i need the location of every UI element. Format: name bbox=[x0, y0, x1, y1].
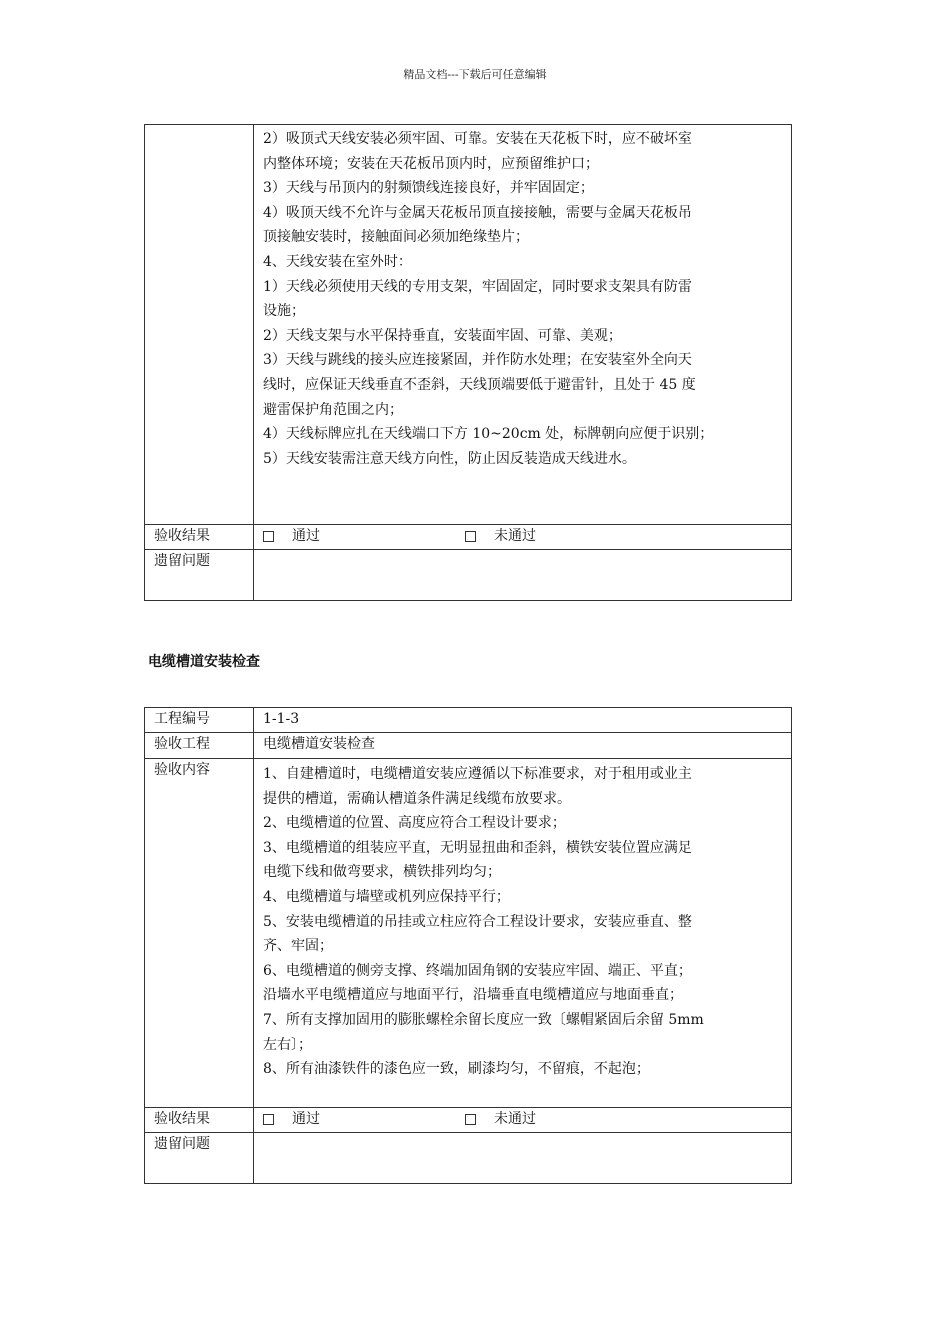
content-row bbox=[145, 759, 792, 1108]
content-line: 3）天线与吊顶内的射频馈线连接良好，并牢固固定； bbox=[263, 180, 594, 197]
antenna-inspection-table bbox=[144, 124, 792, 601]
section-title: 电缆槽道安装检查 bbox=[148, 654, 260, 670]
fail-label: 未通过 bbox=[494, 528, 536, 544]
content-line: 8、所有油漆铁件的漆色应一致，刷漆均匀，不留痕，不起泡； bbox=[263, 1061, 650, 1078]
content-line: 2）天线支架与水平保持垂直，安装面牢固、可靠、美观； bbox=[263, 327, 622, 344]
content-line: 内整体环境；安装在天花板吊顶内时，应预留维护口； bbox=[263, 155, 599, 172]
content-line: 齐、牢固； bbox=[263, 938, 333, 955]
remaining-label: 遗留问题 bbox=[145, 550, 254, 601]
content-line: 2）吸顶式天线安装必须牢固、可靠。安装在天花板下时，应不破坏室 bbox=[263, 131, 692, 147]
content-line: 顶接触安装时，接触面间必须加绝缘垫片； bbox=[263, 229, 529, 246]
project-label: 验收工程 bbox=[145, 733, 254, 759]
pass-label: 通过 bbox=[292, 1111, 320, 1127]
content-cell bbox=[254, 125, 792, 525]
pass-label: 通过 bbox=[292, 528, 320, 544]
fail-checkbox[interactable] bbox=[465, 1114, 476, 1125]
result-options bbox=[254, 525, 792, 550]
result-row bbox=[145, 1108, 792, 1133]
project-no-value: 1-1-3 bbox=[254, 708, 792, 733]
result-label: 验收结果 bbox=[145, 525, 254, 550]
content-line: 2、电缆槽道的位置、高度应符合工程设计要求； bbox=[263, 815, 566, 832]
content-line: 5、安装电缆槽道的吊挂或立柱应符合工程设计要求，安装应垂直、整 bbox=[263, 913, 692, 930]
fail-checkbox[interactable] bbox=[465, 531, 476, 542]
content-line: 提供的槽道，需确认槽道条件满足线缆布放要求。 bbox=[263, 790, 571, 807]
project-value: 电缆槽道安装检查 bbox=[254, 733, 792, 759]
fail-option[interactable] bbox=[465, 1108, 536, 1130]
content-line: 1）天线必须使用天线的专用支架，牢固固定，同时要求支架具有防雷 bbox=[263, 278, 692, 295]
project-no-label: 工程编号 bbox=[145, 708, 254, 733]
content-line: 电缆下线和做弯要求，横铁排列均匀； bbox=[263, 864, 501, 881]
content-line: 5）天线安装需注意天线方向性，防止因反装造成天线进水。 bbox=[263, 450, 636, 467]
content-line: 1、自建槽道时，电缆槽道安装应遵循以下标准要求，对于租用或业主 bbox=[263, 766, 692, 782]
remaining-label: 遗留问题 bbox=[145, 1133, 254, 1184]
project-no-row bbox=[145, 708, 792, 733]
remaining-row bbox=[145, 550, 792, 601]
content-line: 6、电缆槽道的侧旁支撑、终端加固角钢的安装应牢固、端正、平直； bbox=[263, 962, 692, 979]
content-label: 验收内容 bbox=[145, 759, 254, 1108]
content-line: 沿墙水平电缆槽道应与地面平行，沿墙垂直电缆槽道应与地面垂直； bbox=[263, 987, 683, 1004]
pass-option[interactable] bbox=[263, 525, 320, 547]
remaining-value bbox=[254, 1133, 792, 1184]
content-line: 4、电缆槽道与墙壁或机列应保持平行； bbox=[263, 888, 510, 905]
page-header: 精品文档---下载后可任意编辑 bbox=[403, 68, 547, 81]
result-row bbox=[145, 525, 792, 550]
result-options bbox=[254, 1108, 792, 1133]
pass-option[interactable] bbox=[263, 1108, 320, 1130]
content-label-cell bbox=[145, 125, 254, 525]
cable-tray-inspection-table bbox=[144, 707, 792, 1184]
content-line: 4）天线标牌应扎在天线端口下方 10~20cm 处，标牌朝向应便于识别； bbox=[263, 426, 714, 443]
remaining-row bbox=[145, 1133, 792, 1184]
content-line: 设施； bbox=[263, 303, 305, 320]
content-cell bbox=[254, 759, 792, 1108]
pass-checkbox[interactable] bbox=[263, 1114, 274, 1125]
result-label: 验收结果 bbox=[145, 1108, 254, 1133]
content-line: 左右〕； bbox=[263, 1036, 312, 1053]
pass-checkbox[interactable] bbox=[263, 531, 274, 542]
content-line: 线时，应保证天线垂直不歪斜，天线顶端要低于避雷针，且处于 45 度 bbox=[263, 376, 696, 393]
content-line: 避雷保护角范围之内； bbox=[263, 401, 403, 418]
content-line: 7、所有支撑加固用的膨胀螺栓余留长度应一致〔螺帽紧固后余留 5mm bbox=[263, 1011, 704, 1028]
content-line: 3、电缆槽道的组装应平直，无明显扭曲和歪斜，横铁安装位置应满足 bbox=[263, 839, 692, 856]
fail-option[interactable] bbox=[465, 525, 536, 547]
content-line: 4、天线安装在室外时： bbox=[263, 253, 412, 270]
project-row bbox=[145, 733, 792, 759]
content-row bbox=[145, 125, 792, 525]
content-line: 4）吸顶天线不允许与金属天花板吊顶直接接触，需要与金属天花板吊 bbox=[263, 204, 692, 221]
content-line: 3）天线与跳线的接头应连接紧固，并作防水处理；在安装室外全向天 bbox=[263, 352, 692, 369]
fail-label: 未通过 bbox=[494, 1111, 536, 1127]
remaining-value bbox=[254, 550, 792, 601]
